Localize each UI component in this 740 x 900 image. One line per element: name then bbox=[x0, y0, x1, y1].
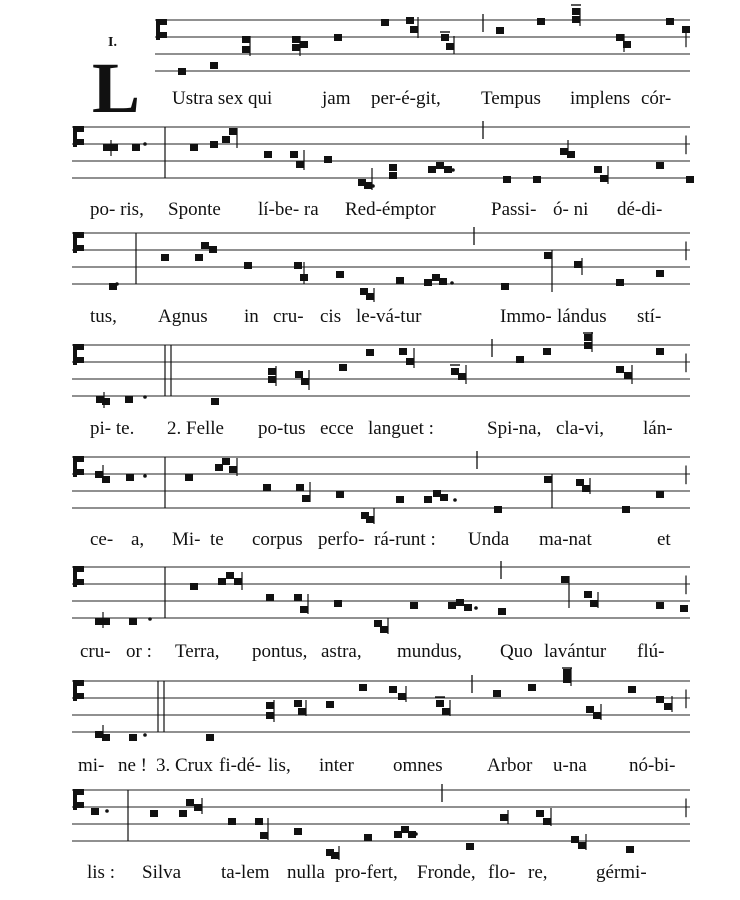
neume-punctum bbox=[544, 252, 552, 259]
neume-punctum bbox=[126, 474, 134, 481]
neume-punctum bbox=[374, 620, 382, 627]
neume-punctum bbox=[129, 618, 137, 625]
neume-punctum bbox=[186, 799, 194, 806]
neume-punctum bbox=[298, 708, 306, 715]
syllable: cru- bbox=[273, 306, 304, 327]
neume-punctum bbox=[234, 578, 242, 585]
neume-punctum bbox=[260, 832, 268, 839]
neume-punctum bbox=[496, 27, 504, 34]
neume-punctum bbox=[451, 368, 459, 375]
c-clef-notch bbox=[77, 357, 84, 363]
c-clef-notch bbox=[77, 802, 84, 808]
neume-punctum bbox=[493, 690, 501, 697]
neume-punctum bbox=[503, 176, 511, 183]
neume-punctum bbox=[222, 458, 230, 465]
neume-punctum bbox=[91, 808, 99, 815]
neume-punctum bbox=[424, 279, 432, 286]
neume-punctum bbox=[398, 693, 406, 700]
neume-punctum bbox=[436, 700, 444, 707]
neume-punctum bbox=[537, 18, 545, 25]
neume-punctum bbox=[584, 591, 592, 598]
neume-punctum bbox=[516, 356, 524, 363]
c-clef bbox=[73, 126, 77, 147]
syllable: perfo- bbox=[318, 529, 365, 550]
hymn-number: I. bbox=[108, 35, 117, 50]
neume-punctum bbox=[439, 278, 447, 285]
c-clef-notch bbox=[77, 566, 84, 572]
neume-punctum bbox=[401, 826, 409, 833]
neume-punctum bbox=[178, 68, 186, 75]
neume-punctum bbox=[296, 484, 304, 491]
neume-punctum bbox=[432, 274, 440, 281]
neume-punctum bbox=[560, 148, 568, 155]
neume-punctum bbox=[410, 602, 418, 609]
c-clef-notch bbox=[77, 579, 84, 585]
syllable: pi- te. bbox=[90, 418, 135, 439]
neume-punctum bbox=[389, 686, 397, 693]
neume-punctum bbox=[410, 26, 418, 33]
mora-dot bbox=[143, 733, 147, 737]
neume-punctum bbox=[433, 490, 441, 497]
neume-punctum bbox=[336, 271, 344, 278]
lyric-line-3 bbox=[0, 303, 740, 331]
syllable: languet : bbox=[368, 418, 434, 439]
c-clef bbox=[73, 566, 77, 587]
neume-punctum bbox=[464, 604, 472, 611]
syllable: lis, bbox=[268, 755, 291, 776]
syllable: mi- bbox=[78, 755, 105, 776]
lyric-line-1 bbox=[0, 85, 740, 113]
neume-punctum bbox=[656, 602, 664, 609]
syllable: rá-runt : bbox=[374, 529, 436, 550]
neume-punctum bbox=[292, 36, 300, 43]
mora-dot bbox=[143, 142, 147, 146]
syllable: cór- bbox=[641, 88, 672, 109]
syllable: ce- bbox=[90, 529, 114, 550]
c-clef-notch bbox=[160, 19, 167, 25]
neume-punctum bbox=[578, 842, 586, 849]
syllable: Passi- bbox=[491, 199, 537, 220]
neume-punctum bbox=[364, 182, 372, 189]
mora-dot bbox=[143, 474, 147, 478]
syllable: omnes bbox=[393, 755, 443, 776]
neume-punctum bbox=[210, 62, 218, 69]
neume-punctum bbox=[244, 262, 252, 269]
neume-punctum bbox=[132, 144, 140, 151]
syllable: 3. Crux bbox=[156, 755, 213, 776]
neume-punctum bbox=[666, 18, 674, 25]
mora-dot bbox=[450, 281, 454, 285]
syllable: te bbox=[210, 529, 224, 550]
syllable: flú- bbox=[637, 641, 665, 662]
syllable: lán- bbox=[643, 418, 673, 439]
c-clef bbox=[73, 456, 77, 477]
neume-punctum bbox=[563, 669, 571, 676]
neume-punctum bbox=[600, 175, 608, 182]
neume-punctum bbox=[103, 144, 111, 151]
neume-punctum bbox=[255, 818, 263, 825]
c-clef bbox=[73, 344, 77, 365]
neume-punctum bbox=[574, 261, 582, 268]
neume-punctum bbox=[428, 166, 436, 173]
neume-punctum bbox=[656, 348, 664, 355]
neume-punctum bbox=[616, 34, 624, 41]
neume-punctum bbox=[446, 43, 454, 50]
neume-punctum bbox=[682, 26, 690, 33]
neume-punctum bbox=[593, 712, 601, 719]
neume-punctum bbox=[242, 46, 250, 53]
drop-cap-initial: L bbox=[92, 48, 141, 128]
neume-punctum bbox=[406, 17, 414, 24]
syllable: Terra, bbox=[175, 641, 220, 662]
syllable: ne ! bbox=[118, 755, 148, 776]
syllable: cla-vi, bbox=[556, 418, 605, 439]
c-clef-notch bbox=[77, 245, 84, 251]
neume-punctum bbox=[268, 376, 276, 383]
c-clef-notch bbox=[77, 789, 84, 795]
neume-punctum bbox=[334, 600, 342, 607]
neume-punctum bbox=[195, 254, 203, 261]
neume-punctum bbox=[500, 814, 508, 821]
neume-punctum bbox=[294, 262, 302, 269]
neume-punctum bbox=[656, 491, 664, 498]
syllable: po-tus bbox=[258, 418, 306, 439]
mora-dot bbox=[414, 832, 418, 836]
lyric-line-8 bbox=[0, 859, 740, 887]
syllable: re, bbox=[528, 862, 548, 883]
neume-punctum bbox=[185, 474, 193, 481]
neume-punctum bbox=[194, 804, 202, 811]
lyric-line-4 bbox=[0, 415, 740, 443]
neume-punctum bbox=[95, 471, 103, 478]
syllable: Spi-na, bbox=[487, 418, 542, 439]
neume-punctum bbox=[228, 818, 236, 825]
neume-punctum bbox=[528, 684, 536, 691]
neume-punctum bbox=[334, 34, 342, 41]
c-clef bbox=[73, 232, 77, 253]
neume-punctum bbox=[436, 162, 444, 169]
neume-punctum bbox=[125, 396, 133, 403]
neume-punctum bbox=[201, 242, 209, 249]
neume-punctum bbox=[331, 852, 339, 859]
neume-punctum bbox=[586, 706, 594, 713]
neume-punctum bbox=[396, 496, 404, 503]
mora-dot bbox=[148, 617, 152, 621]
neume-punctum bbox=[544, 476, 552, 483]
c-clef-notch bbox=[160, 32, 167, 38]
neume-punctum bbox=[268, 368, 276, 375]
neume-punctum bbox=[656, 696, 664, 703]
neume-punctum bbox=[399, 348, 407, 355]
neume-punctum bbox=[211, 398, 219, 405]
mora-dot bbox=[474, 606, 478, 610]
neume-punctum bbox=[215, 464, 223, 471]
c-clef bbox=[73, 680, 77, 701]
lyric-line-5 bbox=[0, 526, 740, 554]
mora-dot bbox=[453, 498, 457, 502]
syllable: fi-dé- bbox=[219, 755, 262, 776]
neume-punctum bbox=[222, 136, 230, 143]
mora-dot bbox=[143, 395, 147, 399]
neume-punctum bbox=[229, 128, 237, 135]
c-clef-notch bbox=[77, 232, 84, 238]
syllable: lis : bbox=[87, 862, 115, 883]
syllable: Red-émptor bbox=[345, 199, 436, 220]
neume-punctum bbox=[364, 834, 372, 841]
syllable: le-vá-tur bbox=[356, 306, 422, 327]
neume-punctum bbox=[266, 712, 274, 719]
neume-punctum bbox=[563, 676, 571, 683]
neume-punctum bbox=[686, 176, 694, 183]
neume-punctum bbox=[301, 378, 309, 385]
syllable: Ustra sex qui bbox=[172, 88, 273, 109]
syllable: mundus, bbox=[397, 641, 462, 662]
syllable: pontus, bbox=[252, 641, 308, 662]
syllable: 2. Felle bbox=[167, 418, 224, 439]
neume-punctum bbox=[441, 34, 449, 41]
syllable: po- ris, bbox=[90, 199, 144, 220]
syllable: lí-be- ra bbox=[258, 199, 319, 220]
neume-punctum bbox=[179, 810, 187, 817]
syllable: ó- ni bbox=[553, 199, 589, 220]
neume-punctum bbox=[498, 608, 506, 615]
neume-punctum bbox=[302, 495, 310, 502]
syllable: Fronde, bbox=[417, 862, 476, 883]
syllable: stí- bbox=[637, 306, 662, 327]
neume-punctum bbox=[389, 172, 397, 179]
neume-punctum bbox=[664, 703, 672, 710]
neume-punctum bbox=[294, 594, 302, 601]
syllable: Mi- bbox=[172, 529, 201, 550]
neume-punctum bbox=[300, 606, 308, 613]
neume-punctum bbox=[190, 583, 198, 590]
neume-punctum bbox=[458, 373, 466, 380]
syllable: or : bbox=[126, 641, 152, 662]
neume-punctum bbox=[229, 466, 237, 473]
neume-punctum bbox=[572, 16, 580, 23]
syllable: cis bbox=[320, 306, 342, 327]
mora-dot bbox=[371, 184, 375, 188]
lyric-line-6 bbox=[0, 638, 740, 666]
syllable: Immo- bbox=[500, 306, 552, 327]
syllable: Unda bbox=[468, 529, 510, 550]
c-clef-notch bbox=[77, 126, 84, 132]
neume-punctum bbox=[494, 506, 502, 513]
c-clef-notch bbox=[77, 693, 84, 699]
c-clef-notch bbox=[77, 344, 84, 350]
neume-punctum bbox=[129, 734, 137, 741]
neume-punctum bbox=[406, 358, 414, 365]
neume-punctum bbox=[264, 151, 272, 158]
neume-punctum bbox=[501, 283, 509, 290]
syllable: et bbox=[657, 529, 671, 550]
neume-punctum bbox=[394, 831, 402, 838]
syllable: ecce bbox=[320, 418, 354, 439]
neume-punctum bbox=[290, 151, 298, 158]
neume-punctum bbox=[206, 734, 214, 741]
syllable: cru- bbox=[80, 641, 111, 662]
neume-punctum bbox=[389, 164, 397, 171]
neume-punctum bbox=[584, 334, 592, 341]
syllable: jam bbox=[322, 88, 351, 109]
c-clef-notch bbox=[77, 139, 84, 145]
neume-punctum bbox=[366, 293, 374, 300]
c-clef-notch bbox=[77, 469, 84, 475]
neume-punctum bbox=[209, 246, 217, 253]
neume-punctum bbox=[444, 166, 452, 173]
neume-punctum bbox=[543, 348, 551, 355]
syllable: nulla bbox=[287, 862, 325, 883]
syllable: tus, bbox=[90, 306, 117, 327]
syllable: Arbor bbox=[487, 755, 533, 776]
syllable: Tempus bbox=[481, 88, 541, 109]
syllable: pro-fert, bbox=[335, 862, 398, 883]
neume-punctum bbox=[448, 602, 456, 609]
neume-punctum bbox=[294, 828, 302, 835]
neume-punctum bbox=[218, 578, 226, 585]
neume-punctum bbox=[424, 496, 432, 503]
lyric-line-2 bbox=[0, 196, 740, 224]
lyric-line-7 bbox=[0, 752, 740, 780]
syllable: lándus bbox=[557, 306, 607, 327]
neume-punctum bbox=[561, 576, 569, 583]
syllable: flo- bbox=[488, 862, 516, 883]
neume-punctum bbox=[326, 701, 334, 708]
neume-punctum bbox=[381, 19, 389, 26]
syllable: Sponte bbox=[168, 199, 221, 220]
neume-punctum bbox=[626, 846, 634, 853]
syllable: per-é-git, bbox=[371, 88, 441, 109]
syllable: nó-bi- bbox=[629, 755, 676, 776]
syllable: inter bbox=[319, 755, 354, 776]
neume-punctum bbox=[576, 479, 584, 486]
neume-punctum bbox=[456, 599, 464, 606]
neume-punctum bbox=[466, 843, 474, 850]
neume-punctum bbox=[590, 600, 598, 607]
syllable: in bbox=[244, 306, 259, 327]
neume-punctum bbox=[656, 270, 664, 277]
neume-punctum bbox=[242, 36, 250, 43]
neume-punctum bbox=[628, 686, 636, 693]
neume-punctum bbox=[543, 818, 551, 825]
neume-punctum bbox=[296, 161, 304, 168]
neume-punctum bbox=[584, 342, 592, 349]
neume-punctum bbox=[680, 605, 688, 612]
mora-dot bbox=[115, 282, 119, 286]
neume-punctum bbox=[161, 254, 169, 261]
neume-punctum bbox=[150, 810, 158, 817]
syllable: corpus bbox=[252, 529, 303, 550]
neume-punctum bbox=[95, 731, 103, 738]
syllable: Silva bbox=[142, 862, 182, 883]
neume-punctum bbox=[359, 684, 367, 691]
neume-punctum bbox=[533, 176, 541, 183]
neume-punctum bbox=[295, 371, 303, 378]
neume-punctum bbox=[571, 836, 579, 843]
neume-punctum bbox=[594, 166, 602, 173]
neume-punctum bbox=[380, 626, 388, 633]
neume-punctum bbox=[536, 810, 544, 817]
neume-punctum bbox=[95, 618, 103, 625]
neume-punctum bbox=[226, 572, 234, 579]
neume-punctum bbox=[616, 279, 624, 286]
neume-punctum bbox=[324, 156, 332, 163]
neume-punctum bbox=[616, 366, 624, 373]
c-clef-notch bbox=[77, 680, 84, 686]
neume-punctum bbox=[582, 485, 590, 492]
neume-punctum bbox=[622, 506, 630, 513]
syllable: u-na bbox=[553, 755, 587, 776]
syllable: Quo bbox=[500, 641, 533, 662]
c-clef bbox=[73, 789, 77, 810]
mora-dot bbox=[451, 168, 455, 172]
neume-punctum bbox=[294, 700, 302, 707]
neume-punctum bbox=[266, 702, 274, 709]
neume-punctum bbox=[442, 708, 450, 715]
neume-punctum bbox=[396, 277, 404, 284]
c-clef bbox=[156, 19, 160, 40]
neume-punctum bbox=[102, 398, 110, 405]
neume-punctum bbox=[336, 491, 344, 498]
c-clef-notch bbox=[77, 456, 84, 462]
syllable: dé-di- bbox=[617, 199, 663, 220]
neume-punctum bbox=[292, 44, 300, 51]
neume-punctum bbox=[366, 516, 374, 523]
syllable: gérmi- bbox=[596, 862, 647, 883]
syllable: Agnus bbox=[158, 306, 208, 327]
neume-punctum bbox=[300, 41, 308, 48]
neume-punctum bbox=[210, 141, 218, 148]
syllable: a, bbox=[131, 529, 145, 550]
syllable: ta-lem bbox=[221, 862, 270, 883]
neume-punctum bbox=[656, 162, 664, 169]
neume-punctum bbox=[263, 484, 271, 491]
syllable: lavántur bbox=[544, 641, 607, 662]
neume-punctum bbox=[366, 349, 374, 356]
neume-punctum bbox=[190, 144, 198, 151]
syllable: implens bbox=[570, 88, 631, 109]
neume-punctum bbox=[440, 494, 448, 501]
neume-punctum bbox=[624, 372, 632, 379]
neume-punctum bbox=[572, 8, 580, 15]
mora-dot bbox=[105, 809, 109, 813]
neume-punctum bbox=[339, 364, 347, 371]
neume-punctum bbox=[266, 594, 274, 601]
syllable: ma-nat bbox=[539, 529, 592, 550]
syllable: astra, bbox=[321, 641, 362, 662]
